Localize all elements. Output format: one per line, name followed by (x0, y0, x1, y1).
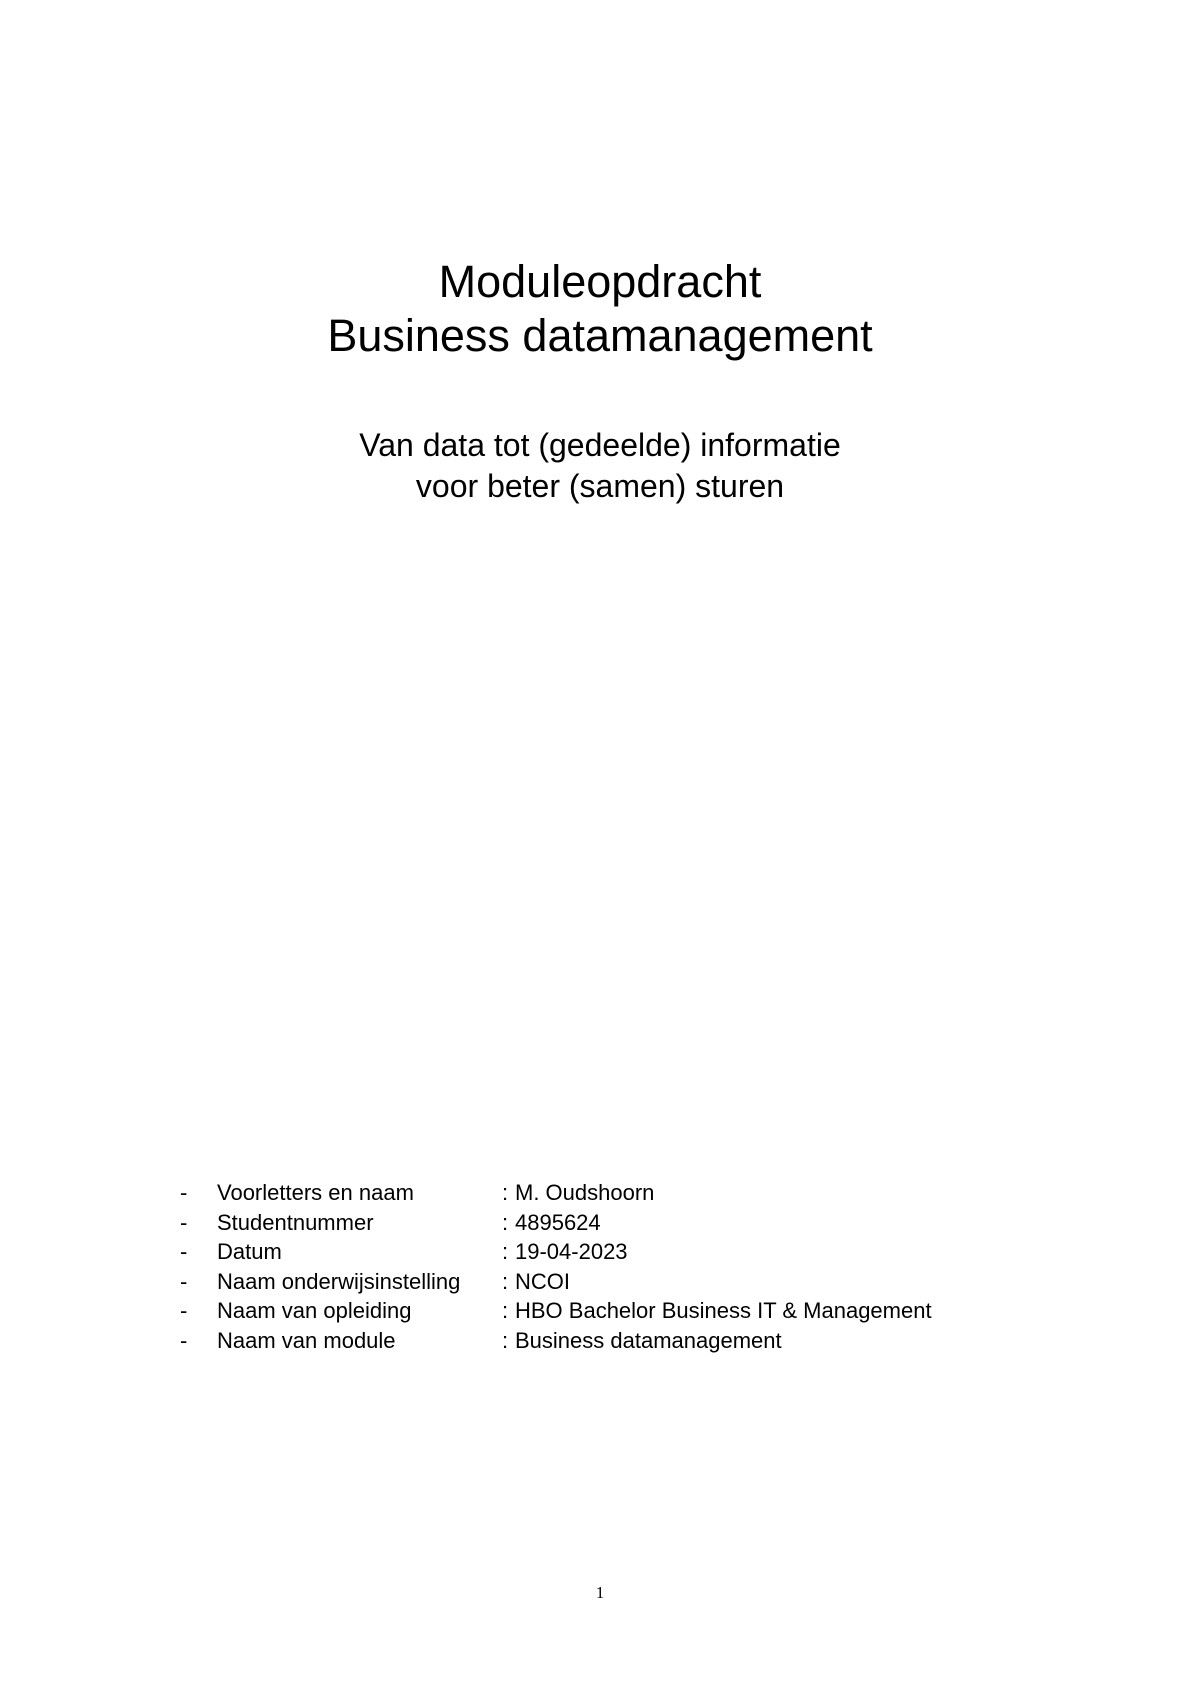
info-separator: : (502, 1268, 509, 1294)
list-dash: - (180, 1180, 188, 1205)
title-line-2: Business datamanagement (327, 310, 873, 361)
page-number: 1 (595, 1583, 605, 1602)
info-value: HBO Bachelor Business IT & Management (515, 1298, 932, 1324)
list-dash: - (180, 1327, 188, 1353)
list-dash: - (180, 1268, 188, 1294)
info-label: Studentnummer (217, 1209, 374, 1235)
info-value: M. Oudshoorn (515, 1180, 655, 1205)
info-separator: : (502, 1298, 509, 1324)
info-separator: : (502, 1327, 509, 1353)
subtitle-line-2: voor beter (samen) sturen (415, 468, 785, 504)
info-value: 4895624 (515, 1209, 601, 1235)
info-value: NCOI (515, 1268, 570, 1294)
title-block (0, 255, 1200, 363)
info-label: Naam onderwijsinstelling (217, 1268, 461, 1294)
subtitle-block (0, 425, 1200, 507)
info-label: Voorletters en naam (217, 1180, 414, 1205)
info-separator: : (502, 1239, 509, 1265)
info-separator: : (502, 1180, 509, 1205)
subtitle-line-1: Van data tot (gedeelde) informatie (359, 427, 841, 463)
info-value: 19-04-2023 (515, 1239, 628, 1265)
info-value: Business datamanagement (515, 1327, 782, 1353)
info-label: Naam van opleiding (217, 1298, 412, 1324)
info-separator: : (502, 1209, 509, 1235)
title-line-1: Moduleopdracht (438, 256, 762, 307)
list-dash: - (180, 1239, 188, 1265)
list-dash: - (180, 1298, 188, 1324)
info-label: Datum (217, 1239, 282, 1265)
list-dash: - (180, 1209, 188, 1235)
info-label: Naam van module (217, 1327, 396, 1353)
